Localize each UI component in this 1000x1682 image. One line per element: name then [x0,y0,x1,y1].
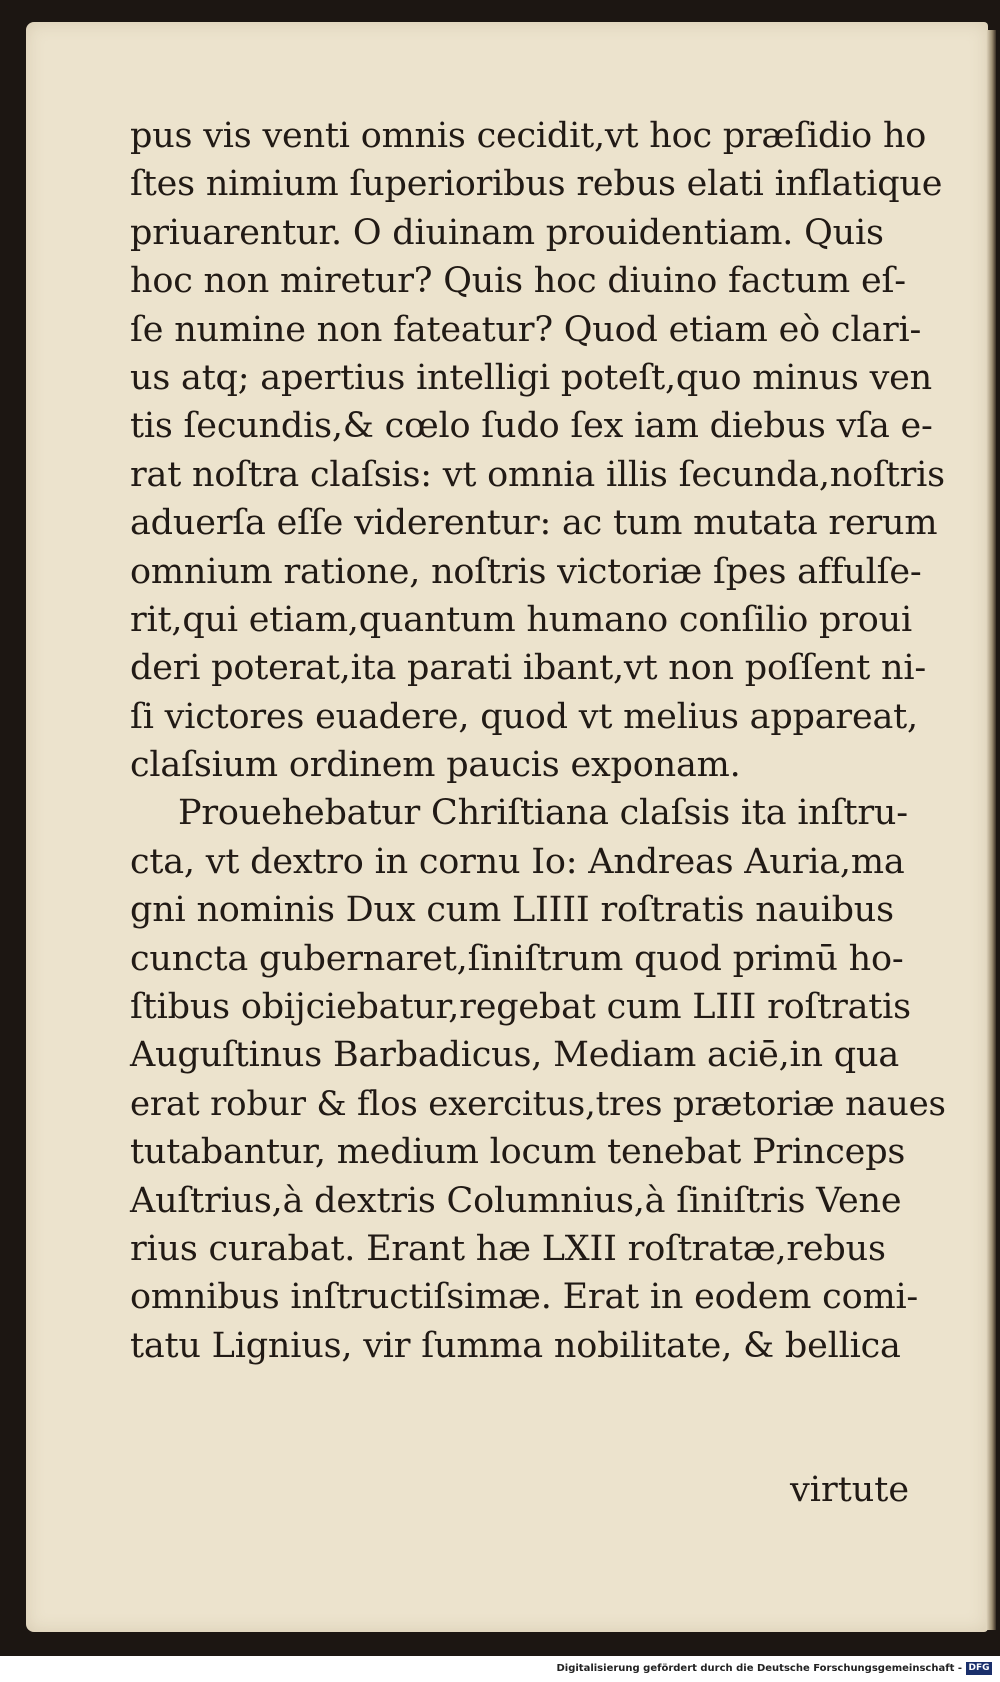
text-line: ſi victores euadere, quod vt melius appareat, [130,696,918,737]
text-line: rit,qui etiam,quantum humano conſilio proui [130,599,912,640]
text-line: ſe numine non fateatur? Quod etiam eò clari- [130,309,922,350]
page-edge [986,30,996,1630]
paragraph-start-line: Prouehebatur Chriſtiana claſsis ita inſtru- [178,793,908,834]
text-line: deri poterat,ita parati ibant,vt non poſſent ni- [130,648,926,689]
text-line: rius curabat. Erant hæ LXII roſtratæ,rebus [130,1228,886,1269]
text-line: Auſtrius,à dextris Columnius,à ſiniſtris Vene [130,1180,902,1221]
text-line: omnibus inſtructiſsimæ. Erat in eodem comi- [130,1277,919,1318]
text-line: tutabantur, medium locum tenebat Princeps [130,1132,906,1173]
text-line: rat noſtra claſsis: vt omnia illis ſecunda,noſtris [130,454,945,495]
body-text [130,112,948,1370]
text-line: Auguſtinus Barbadicus, Mediam aciē,in qua [130,1035,899,1076]
text-line: tatu Lignius, vir ſumma nobilitate, & bellica [130,1325,901,1366]
text-line: erat robur & flos exercitus,tres prætoriæ naues [130,1083,946,1124]
text-line: gni nominis Dux cum LIIII roſtratis nauibus [130,890,894,931]
text-line: us atq; apertius intelligi poteſt,quo minus ven [130,357,933,398]
text-line: cuncta gubernaret,ſiniſtrum quod primū ho- [130,938,904,979]
text-line: hoc non miretur? Quis hoc diuino factum eſ- [130,261,906,302]
text-line: priuarentur. O diuinam prouidentiam. Quis [130,212,884,253]
dfg-logo-icon: DFG [966,1662,992,1675]
text-line: omnium ratione, noſtris victoriæ ſpes affulſe- [130,551,922,592]
text-line: claſsium ordinem paucis exponam. [130,745,741,786]
catchword: virtute [790,1470,910,1510]
text-line: ſtibus obijciebatur,regebat cum LIII roſtratis [130,987,911,1028]
footer-bar [0,1656,1000,1682]
footer-credit: Digitalisierung gefördert durch die Deutsche Forschungsgemeinschaft - [556,1663,962,1674]
text-line: ſtes nimium ſuperioribus rebus elati inflatique [130,164,943,205]
text-line: tis ſecundis,& cœlo ſudo ſex iam diebus vſa e- [130,406,933,447]
text-line: aduerſa eſſe viderentur: ac tum mutata rerum [130,503,938,544]
text-line: cta, vt dextro in cornu Io: Andreas Auria,ma [130,841,905,882]
text-line: pus vis venti omnis cecidit,vt hoc præſidio ho [130,116,927,156]
